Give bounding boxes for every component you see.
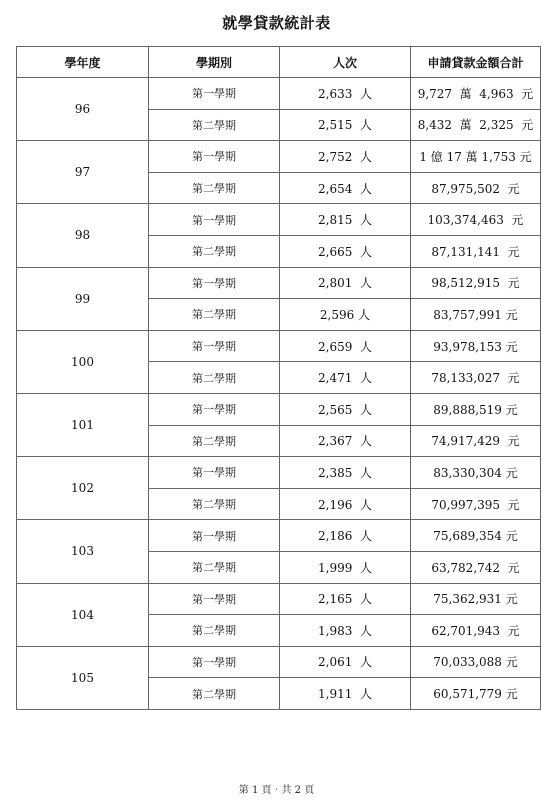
loan-amount-cell: 75,362,931 元	[411, 583, 541, 615]
semester-cell: 第二學期	[149, 109, 280, 141]
loan-amount-cell: 89,888,519 元	[411, 393, 541, 425]
header-row	[17, 47, 541, 78]
page-number-footer: 第 1 頁‧共 2 頁	[238, 785, 315, 796]
semester-cell: 第一學期	[149, 583, 280, 615]
table-row	[17, 204, 541, 236]
person-count-cell: 2,565 人	[280, 393, 411, 425]
loan-amount-cell: 87,975,502 元	[411, 172, 541, 204]
semester-cell: 第一學期	[149, 204, 280, 236]
academic-year-cell: 102	[17, 457, 149, 520]
loan-amount-cell: 70,997,395 元	[411, 488, 541, 520]
document-title: 就學貸款統計表	[222, 14, 331, 32]
semester-cell: 第二學期	[149, 488, 280, 520]
semester-cell: 第二學期	[149, 678, 280, 710]
academic-year-cell: 97	[17, 141, 149, 204]
loan-amount-cell: 8,432 萬 2,325 元	[411, 109, 541, 141]
semester-cell: 第二學期	[149, 299, 280, 331]
person-count-cell: 2,385 人	[280, 457, 411, 489]
loan-amount-cell: 60,571,779 元	[411, 678, 541, 710]
person-count-cell: 2,801 人	[280, 267, 411, 299]
semester-cell: 第一學期	[149, 78, 280, 110]
person-count-cell: 2,196 人	[280, 488, 411, 520]
person-count-cell: 2,186 人	[280, 520, 411, 552]
semester-cell: 第二學期	[149, 615, 280, 647]
academic-year-cell: 99	[17, 267, 149, 330]
academic-year-cell: 100	[17, 330, 149, 393]
header-semester: 學期別	[149, 47, 280, 78]
loan-statistics-table	[16, 46, 541, 710]
person-count-cell: 2,815 人	[280, 204, 411, 236]
loan-amount-cell: 83,757,991 元	[411, 299, 541, 331]
semester-cell: 第一學期	[149, 520, 280, 552]
table-row	[17, 78, 541, 110]
table-row	[17, 583, 541, 615]
semester-cell: 第二學期	[149, 425, 280, 457]
academic-year-cell: 103	[17, 520, 149, 583]
academic-year-cell: 96	[17, 78, 149, 141]
academic-year-cell: 98	[17, 204, 149, 267]
loan-amount-cell: 1 億 17 萬 1,753 元	[411, 141, 541, 173]
person-count-cell: 2,061 人	[280, 646, 411, 678]
person-count-cell: 1,983 人	[280, 615, 411, 647]
table-row	[17, 457, 541, 489]
person-count-cell: 2,471 人	[280, 362, 411, 394]
person-count-cell: 2,665 人	[280, 235, 411, 267]
loan-amount-cell: 75,689,354 元	[411, 520, 541, 552]
semester-cell: 第一學期	[149, 141, 280, 173]
person-count-cell: 2,165 人	[280, 583, 411, 615]
semester-cell: 第一學期	[149, 267, 280, 299]
loan-amount-cell: 87,131,141 元	[411, 235, 541, 267]
loan-amount-cell: 63,782,742 元	[411, 551, 541, 583]
semester-cell: 第一學期	[149, 330, 280, 362]
loan-amount-cell: 78,133,027 元	[411, 362, 541, 394]
semester-cell: 第二學期	[149, 235, 280, 267]
person-count-cell: 1,999 人	[280, 551, 411, 583]
semester-cell: 第二學期	[149, 551, 280, 583]
loan-amount-cell: 9,727 萬 4,963 元	[411, 78, 541, 110]
loan-amount-cell: 62,701,943 元	[411, 615, 541, 647]
person-count-cell: 2,633 人	[280, 78, 411, 110]
semester-cell: 第一學期	[149, 457, 280, 489]
loan-amount-cell: 103,374,463 元	[411, 204, 541, 236]
loan-amount-cell: 74,917,429 元	[411, 425, 541, 457]
table-row	[17, 646, 541, 678]
loan-amount-cell: 70,033,088 元	[411, 646, 541, 678]
person-count-cell: 2,596 人	[280, 299, 411, 331]
table-row	[17, 267, 541, 299]
academic-year-cell: 101	[17, 393, 149, 456]
person-count-cell: 2,367 人	[280, 425, 411, 457]
academic-year-cell: 104	[17, 583, 149, 646]
table-row	[17, 141, 541, 173]
table-row	[17, 520, 541, 552]
table-row	[17, 393, 541, 425]
table-row	[17, 330, 541, 362]
semester-cell: 第一學期	[149, 393, 280, 425]
loan-amount-cell: 83,330,304 元	[411, 457, 541, 489]
person-count-cell: 2,659 人	[280, 330, 411, 362]
person-count-cell: 2,752 人	[280, 141, 411, 173]
header-loan-amount: 申請貸款金額合計	[411, 47, 541, 78]
loan-amount-cell: 93,978,153 元	[411, 330, 541, 362]
loan-amount-cell: 98,512,915 元	[411, 267, 541, 299]
person-count-cell: 1,911 人	[280, 678, 411, 710]
person-count-cell: 2,515 人	[280, 109, 411, 141]
semester-cell: 第二學期	[149, 172, 280, 204]
header-person-count: 人次	[280, 47, 411, 78]
person-count-cell: 2,654 人	[280, 172, 411, 204]
header-academic-year: 學年度	[17, 47, 149, 78]
table-header	[17, 47, 541, 78]
academic-year-cell: 105	[17, 646, 149, 709]
semester-cell: 第一學期	[149, 646, 280, 678]
semester-cell: 第二學期	[149, 362, 280, 394]
table-body	[17, 78, 541, 710]
